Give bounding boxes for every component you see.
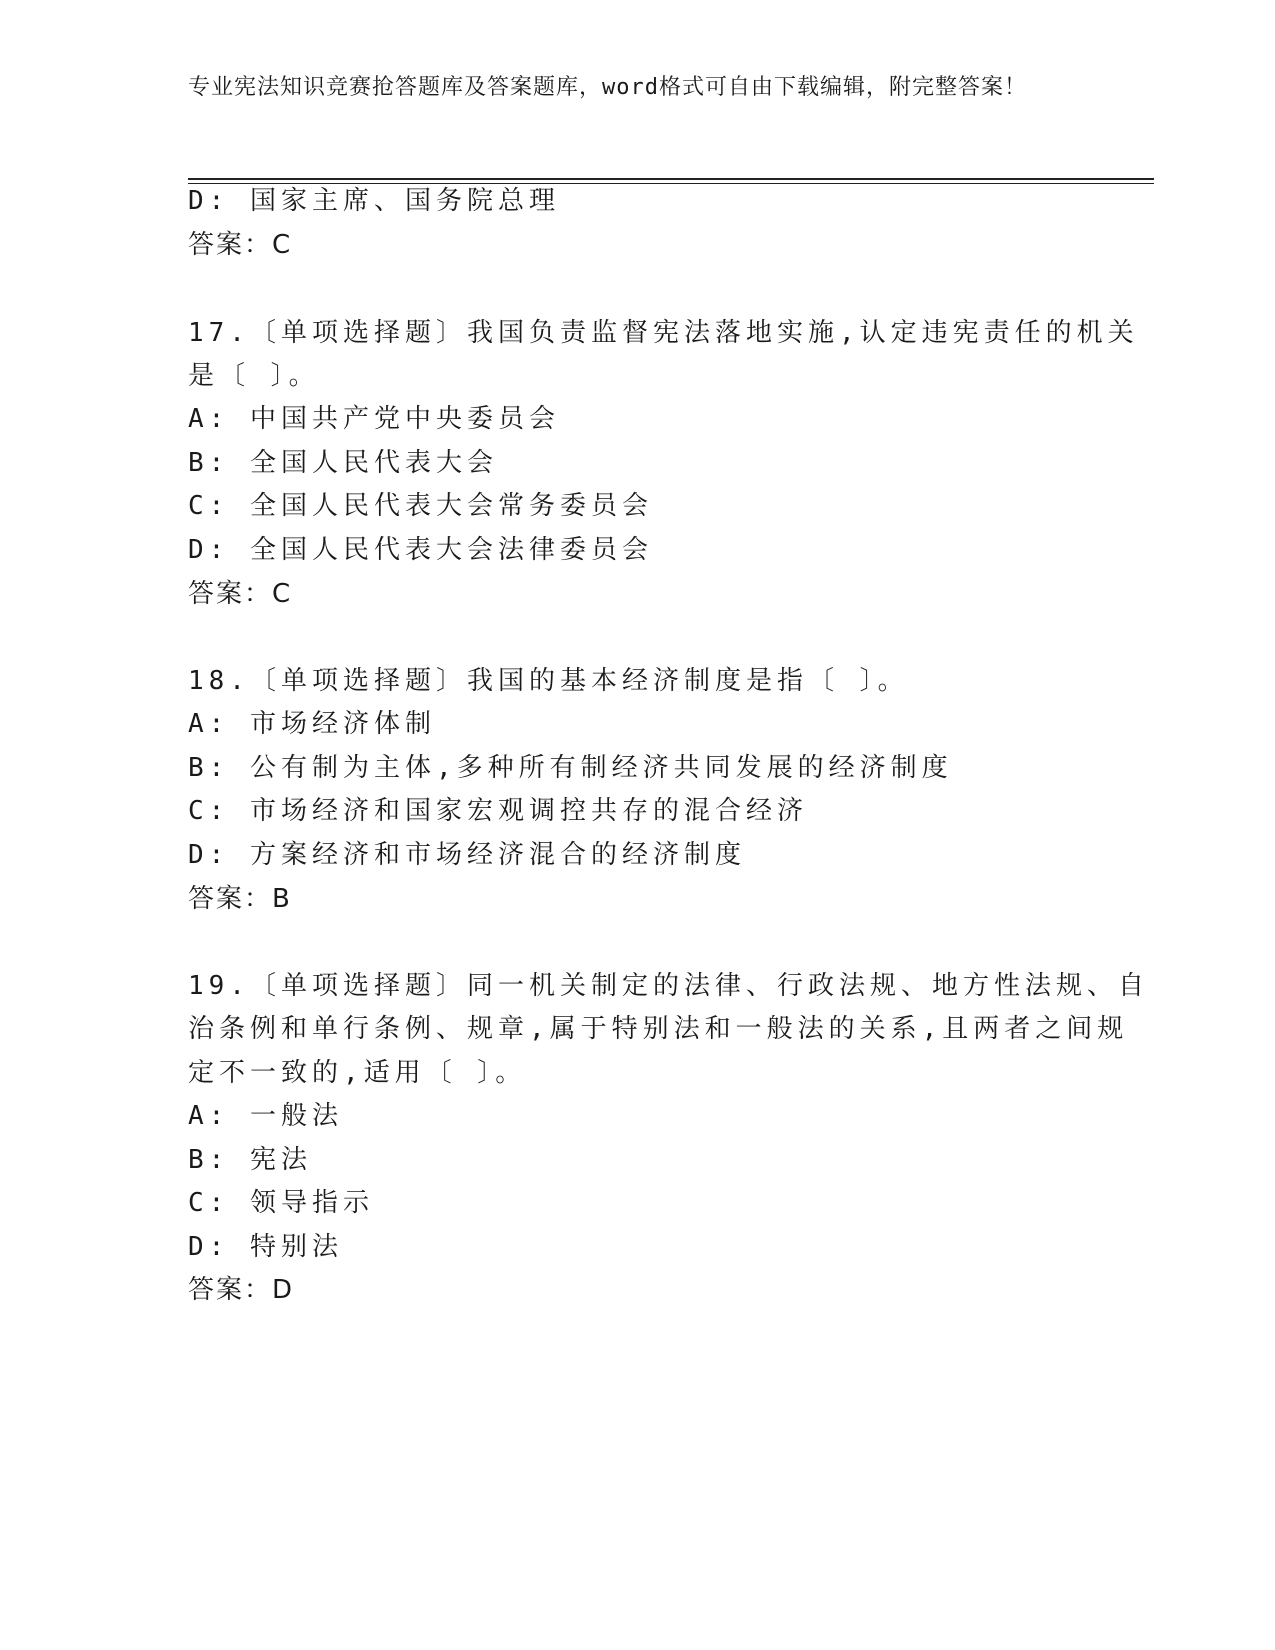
prev-question-answer: 答案：C [188,230,293,260]
q17-stem-line-2: 是〔 〕。 [188,361,320,391]
q18-option-b: B: 公有制为主体,多种所有制经济共同发展的经济制度 [188,753,953,783]
document-header-title: 专业宪法知识竞赛抢答题库及答案题库，word格式可自由下载编辑，附完整答案！ [188,75,1027,100]
q19-option-b: B: 宪法 [188,1145,312,1175]
q17-option-a: A: 中国共产党中央委员会 [188,404,560,434]
q17-option-d: D: 全国人民代表大会法律委员会 [188,535,653,565]
q19-stem-line-2: 治条例和单行条例、规章,属于特别法和一般法的关系,且两者之间规 [188,1014,1129,1044]
q17-option-c: C: 全国人民代表大会常务委员会 [188,491,653,521]
prev-question-option-d: D: 国家主席、国务院总理 [188,186,560,216]
q17-option-b: B: 全国人民代表大会 [188,448,498,478]
q19-option-c: C: 领导指示 [188,1188,374,1218]
q19-stem-line-1: 19.〔单项选择题〕同一机关制定的法律、行政法规、地方性法规、自 [188,971,1149,1001]
q17-answer: 答案：C [188,579,293,609]
header-rule-thick [188,178,1154,180]
q17-stem-line-1: 17.〔单项选择题〕我国负责监督宪法落地实施,认定违宪责任的机关 [188,318,1139,348]
q18-answer: 答案：B [188,884,292,914]
q18-option-d: D: 方案经济和市场经济混合的经济制度 [188,840,746,870]
q18-option-c: C: 市场经济和国家宏观调控共存的混合经济 [188,796,808,826]
q19-option-a: A: 一般法 [188,1101,343,1131]
q18-stem-line-1: 18.〔单项选择题〕我国的基本经济制度是指〔 〕。 [188,666,909,696]
header-rule-thin [188,183,1154,184]
q19-answer: 答案：D [188,1275,295,1305]
q19-stem-line-3: 定不一致的,适用〔 〕。 [188,1058,527,1088]
q19-option-d: D: 特别法 [188,1232,343,1262]
q18-option-a: A: 市场经济体制 [188,709,436,739]
